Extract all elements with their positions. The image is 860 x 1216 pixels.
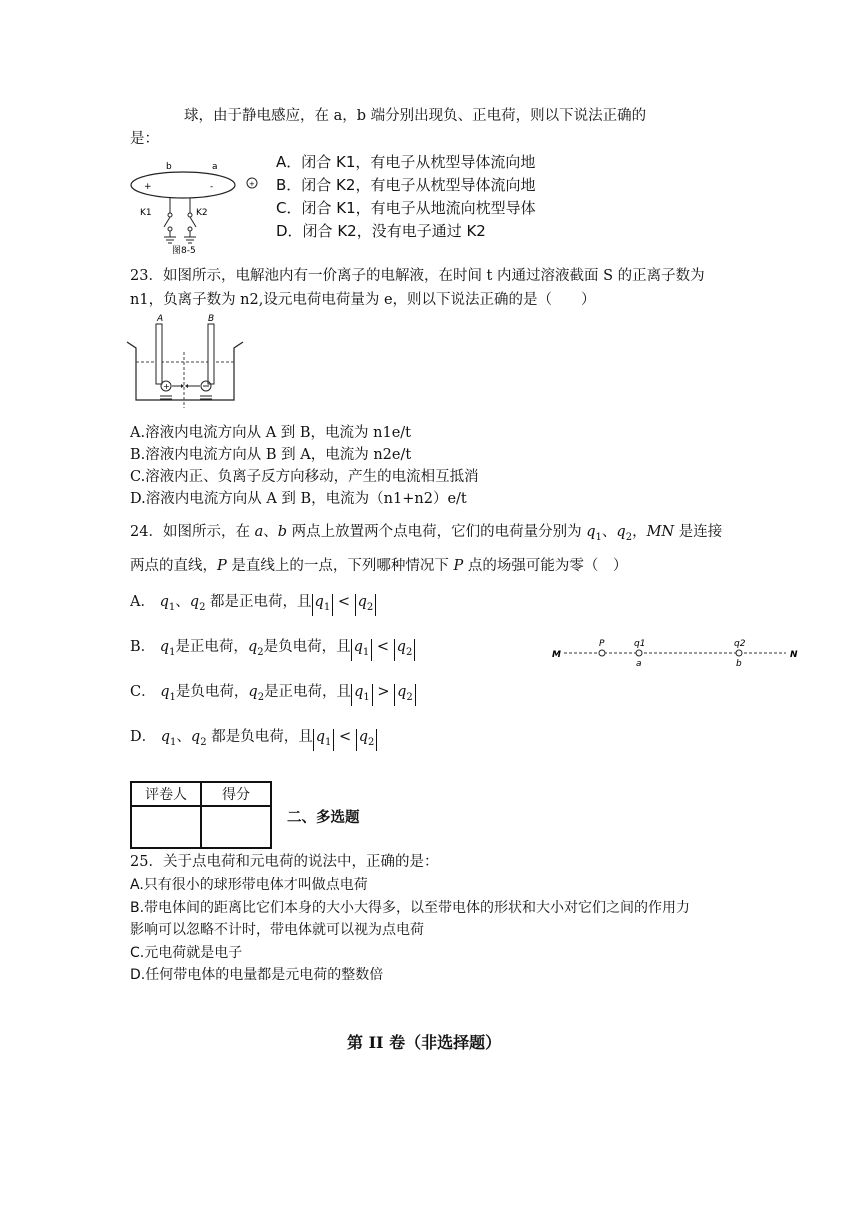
fig-label-q1: q1 — [634, 639, 646, 649]
grader-score-cell — [201, 806, 271, 848]
q23-option-b: B.溶液内电流方向从 B 到 A，电流为 n2e/t — [130, 447, 412, 463]
grader-table — [130, 781, 272, 849]
q22-option-a: A．闭合 K1，有电子从枕型导体流向地 — [276, 153, 536, 171]
fig-caption: 图8-5 — [172, 246, 196, 255]
fig-label-q2: q2 — [734, 639, 746, 649]
q25-option-b-line2: 影响可以忽略不计时，带电体就可以视为点电荷 — [130, 922, 424, 938]
q23-option-c: C.溶液内正、负离子反方向移动，产生的电流相互抵消 — [130, 469, 479, 485]
q25-option-b-line1: B.带电体间的距离比它们本身的大小大得多，以至带电体的形状和大小对它们之间的作用力 — [130, 900, 691, 916]
q24-line-mn-figure — [550, 636, 806, 670]
q24-stem-line1: 24．如图所示，在 a、b 两点上放置两个点电荷，它们的电荷量分别为 $q_1$、$q_2$，MN 是连接 — [130, 524, 723, 543]
q24-option-c: C． $q_1$是负电荷，$q_2$是正电荷，且 $q_1 > q_2$ — [130, 682, 416, 708]
q25-option-c: C.元电荷就是电子 — [130, 945, 243, 961]
fig-plus-sign: + — [144, 182, 152, 192]
q25-option-a: A.只有很小的球形带电体才叫做点电荷 — [130, 877, 368, 893]
grader-score-header: 得分 — [201, 782, 271, 806]
fig-label-a: a — [212, 162, 218, 172]
q24-stem-line2: 两点的直线，P 是直线上的一点，下列哪种情况下 P 点的场强可能为零（ ） — [130, 558, 628, 574]
q24-option-a: A． $q_1$、$q_2$ 都是正电荷，且 $q_1 < q_2$ — [130, 592, 376, 618]
fig-label-n: N — [790, 650, 798, 660]
svg-text:+: + — [163, 382, 170, 391]
fig-label-k2: K2 — [196, 208, 208, 218]
fig-electrode-a-label: A — [157, 314, 164, 324]
q22-option-d: D．闭合 K2，没有电子通过 K2 — [276, 222, 486, 240]
q22-option-c: C．闭合 K1，有电子从地流向枕型导体 — [276, 199, 536, 217]
q22-pillow-conductor-figure — [128, 155, 268, 255]
fig-label-k1: K1 — [140, 208, 152, 218]
section-two-heading: 二、多选题 — [287, 809, 360, 826]
q23-option-d: D.溶液内电流方向从 A 到 B，电流为（n1+n2）e/t — [130, 491, 467, 507]
q24-option-d: D． $q_1$、$q_2$ 都是负电荷，且 $q_1 < q_2$ — [130, 727, 377, 753]
q23-electrolytic-cell-figure — [124, 312, 248, 410]
grader-reviewer-cell — [131, 806, 201, 848]
fig-minus-sign: - — [210, 182, 214, 192]
q23-stem-line1: 23．如图所示，电解池内有一价离子的电解液，在时间 t 内通过溶液截面 S 的正离子数为 — [130, 268, 705, 284]
q23-stem-line2: n1，负离子数为 n2,设元电荷电荷量为 e，则以下说法正确的是（ ） — [130, 292, 596, 308]
q23-option-a: A.溶液内电流方向从 A 到 B，电流为 n1e/t — [130, 425, 412, 441]
q25-option-d: D.任何带电体的电量都是元电荷的整数倍 — [130, 967, 384, 983]
fig-label-p: P — [599, 639, 605, 649]
fig-label-a-point: a — [636, 659, 642, 669]
part-two-title: 第 II 卷（非选择题） — [347, 1033, 502, 1052]
q22-stem-line2: 是： — [130, 131, 159, 147]
svg-text:+: + — [249, 180, 255, 188]
fig-label-b: b — [166, 162, 172, 172]
fig-label-b-point: b — [736, 659, 742, 669]
q24-option-b: B． $q_1$是正电荷，$q_2$是负电荷，且 $q_1 < q_2$ — [130, 637, 415, 663]
q22-stem-line1: 球，由于静电感应，在 a，b 端分别出现负、正电荷，则以下说法正确的 — [184, 108, 647, 124]
fig-electrode-b-label: B — [208, 314, 215, 324]
fig-label-m: M — [552, 650, 561, 660]
q22-option-b: B．闭合 K2，有电子从枕型导体流向地 — [276, 176, 536, 194]
grader-reviewer-header: 评卷人 — [131, 782, 201, 806]
q25-stem: 25．关于点电荷和元电荷的说法中，正确的是： — [130, 854, 439, 870]
